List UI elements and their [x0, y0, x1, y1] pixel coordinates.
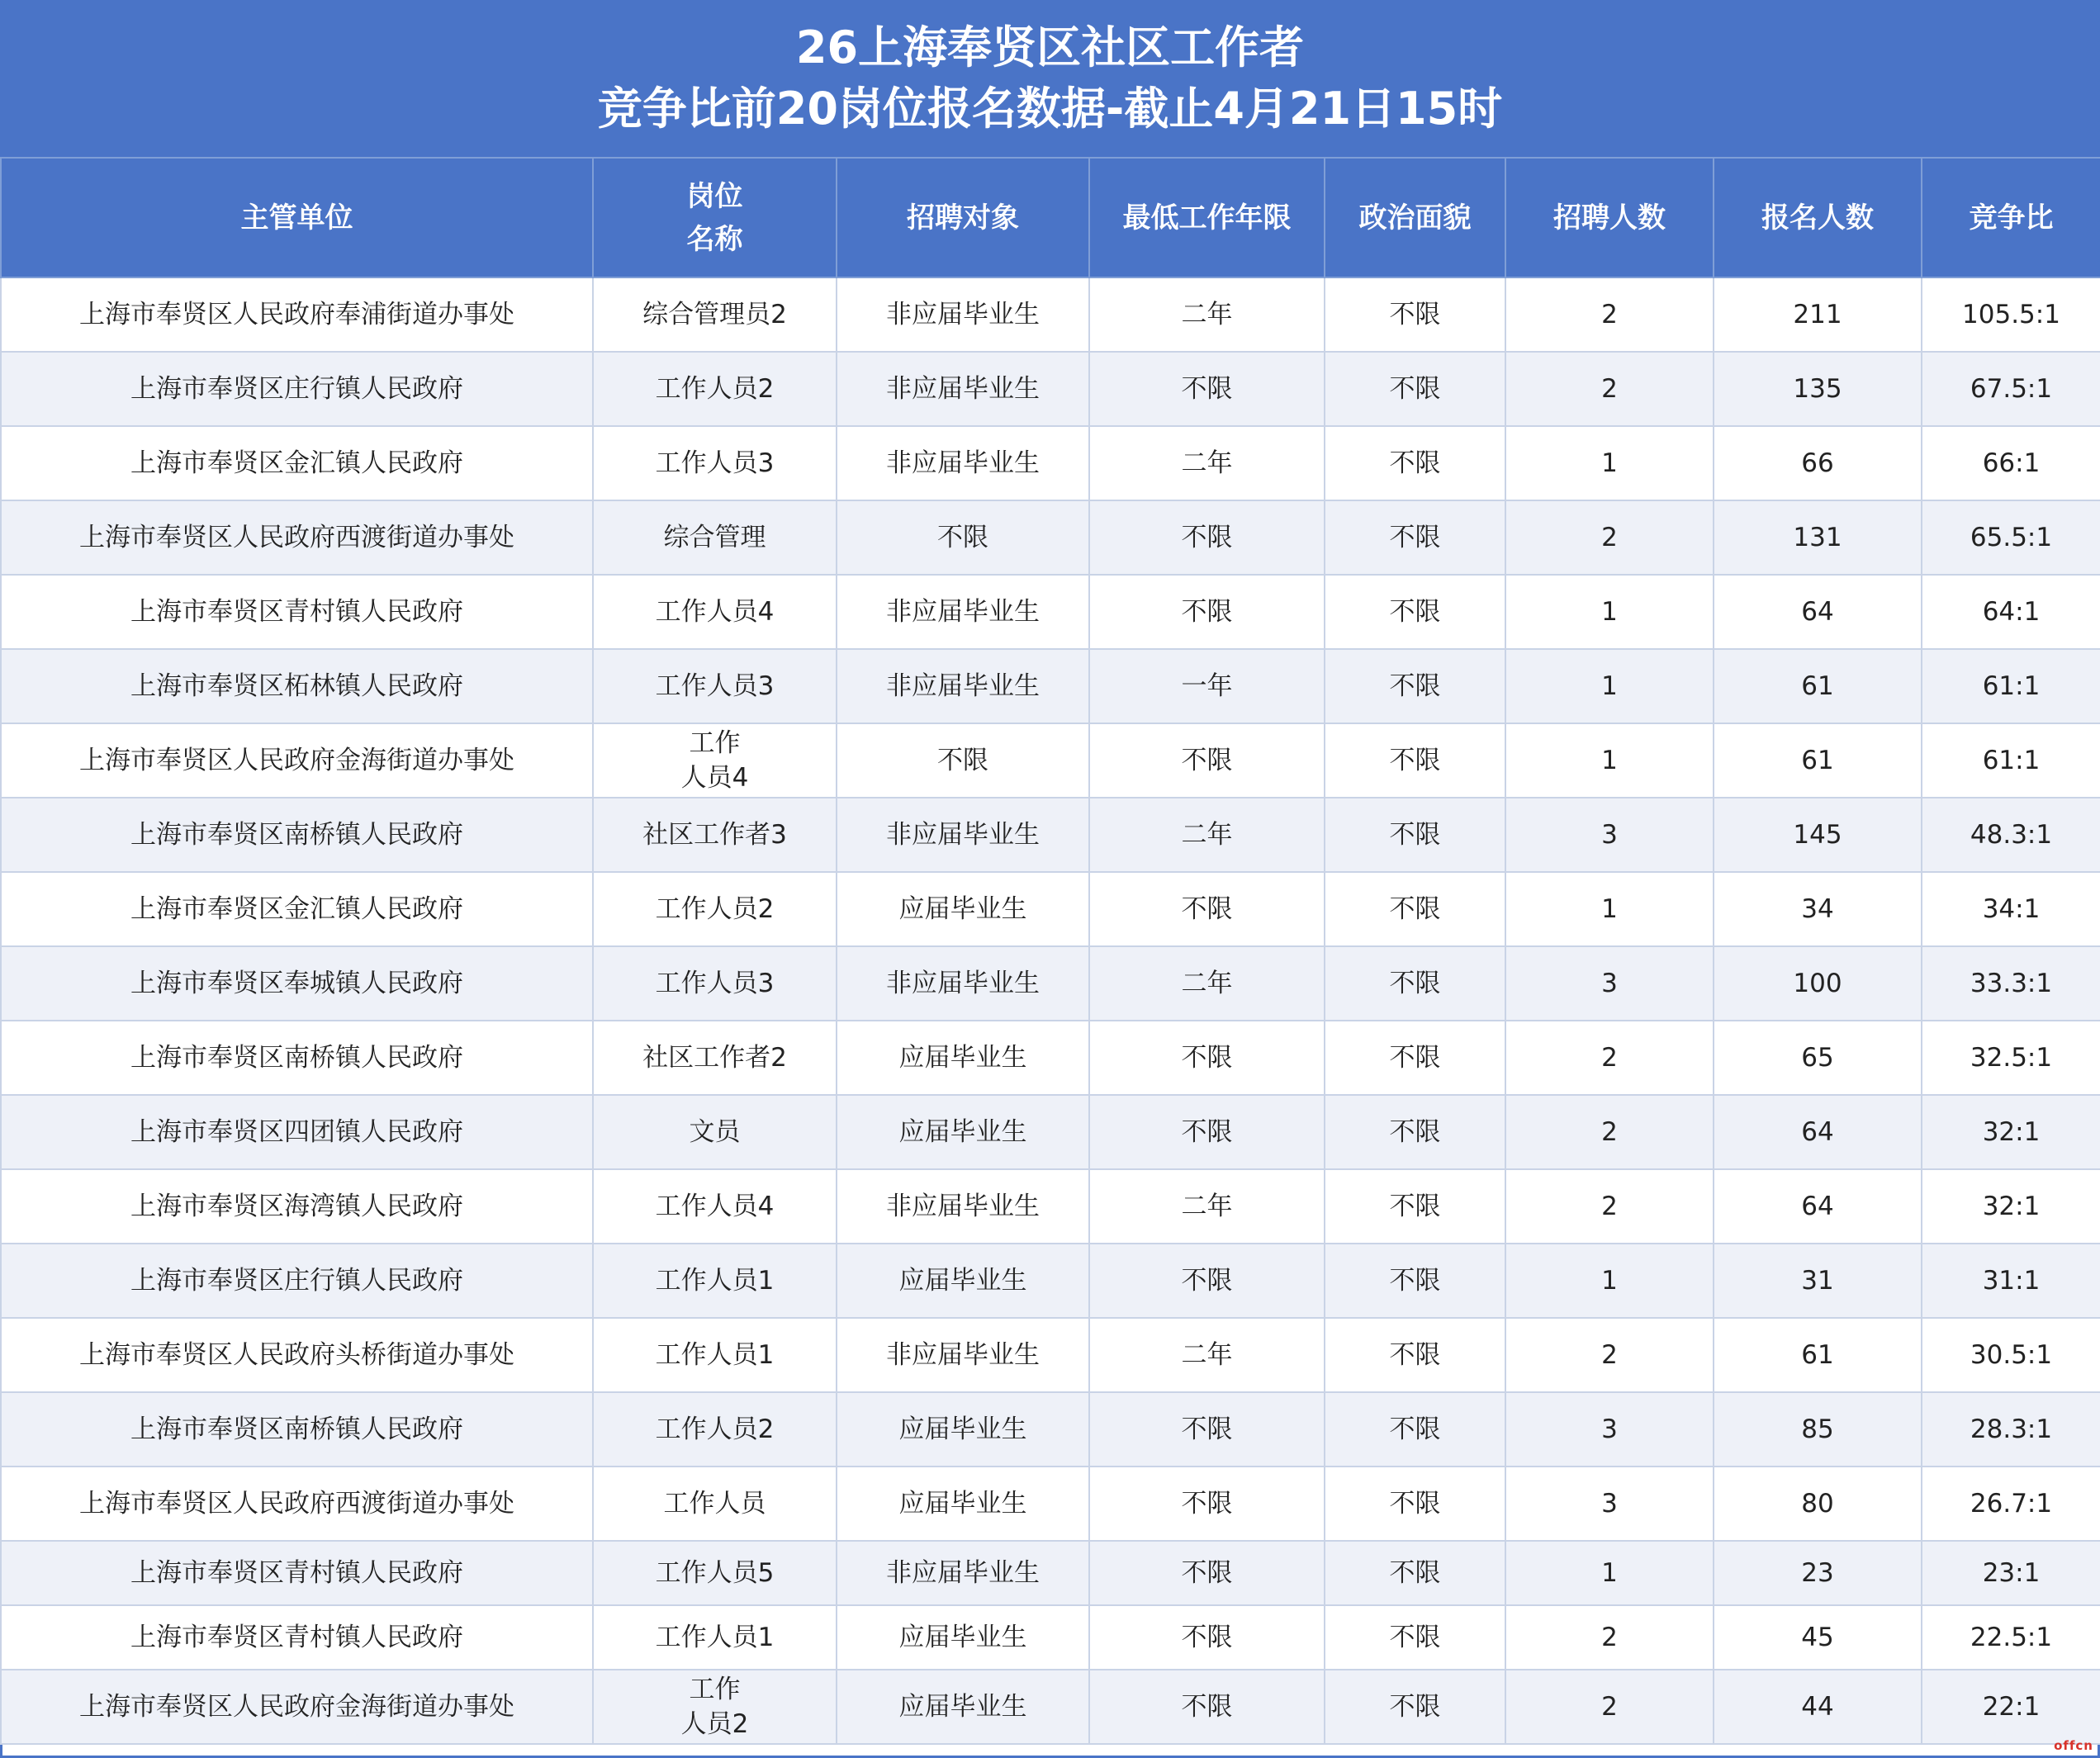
target-cell: 非应届毕业生 [837, 277, 1089, 352]
position-cell: 工作 人员4 [593, 723, 837, 798]
unit-cell: 上海市奉贤区青村镇人民政府 [1, 1541, 593, 1605]
min-years-cell: 不限 [1089, 1392, 1325, 1467]
ratio-cell: 66:1 [1922, 426, 2100, 500]
position-cell: 工作 人员2 [593, 1670, 837, 1744]
position-cell: 工作人员5 [593, 1541, 837, 1605]
hires-cell: 3 [1505, 946, 1714, 1021]
applicants-cell: 145 [1714, 798, 1922, 872]
title-line-1: 26上海奉贤区社区工作者 [795, 21, 1305, 73]
political-cell: 不限 [1325, 426, 1505, 500]
political-cell: 不限 [1325, 1670, 1505, 1744]
min-years-cell: 不限 [1089, 723, 1325, 798]
position-cell: 综合管理 [593, 500, 837, 575]
min-years-cell: 二年 [1089, 798, 1325, 872]
position-cell: 工作人员1 [593, 1318, 837, 1392]
applicants-cell: 100 [1714, 946, 1922, 1021]
min-years-cell: 二年 [1089, 1169, 1325, 1244]
table-row [1, 575, 2100, 649]
position-cell: 社区工作者2 [593, 1021, 837, 1095]
hires-cell: 1 [1505, 426, 1714, 500]
hires-cell: 2 [1505, 277, 1714, 352]
target-cell: 应届毕业生 [837, 1021, 1089, 1095]
political-cell: 不限 [1325, 1095, 1505, 1169]
title-line-2: 竞争比前20岗位报名数据-截止4月21日15时 [597, 83, 1503, 135]
min-years-cell: 不限 [1089, 1095, 1325, 1169]
ratio-cell: 61:1 [1922, 723, 2100, 798]
ratio-cell: 34:1 [1922, 872, 2100, 946]
ratio-cell: 28.3:1 [1922, 1392, 2100, 1467]
position-cell: 工作人员 [593, 1467, 837, 1541]
ratio-cell: 64:1 [1922, 575, 2100, 649]
position-cell: 工作人员3 [593, 426, 837, 500]
ratio-cell: 22:1 [1922, 1670, 2100, 1744]
unit-cell: 上海市奉贤区南桥镇人民政府 [1, 798, 593, 872]
unit-cell: 上海市奉贤区庄行镇人民政府 [1, 352, 593, 426]
hires-cell: 2 [1505, 1021, 1714, 1095]
table-row [1, 1670, 2100, 1744]
hires-cell: 2 [1505, 1670, 1714, 1744]
table-row [1, 426, 2100, 500]
ratio-cell: 32:1 [1922, 1169, 2100, 1244]
hires-cell: 1 [1505, 649, 1714, 723]
applicants-cell: 66 [1714, 426, 1922, 500]
political-cell: 不限 [1325, 1169, 1505, 1244]
position-cell: 工作人员4 [593, 1169, 837, 1244]
political-cell: 不限 [1325, 575, 1505, 649]
target-cell: 应届毕业生 [837, 1670, 1089, 1744]
applicants-cell: 23 [1714, 1541, 1922, 1605]
hires-cell: 3 [1505, 798, 1714, 872]
political-cell: 不限 [1325, 1392, 1505, 1467]
position-cell: 工作人员4 [593, 575, 837, 649]
unit-cell: 上海市奉贤区人民政府金海街道办事处 [1, 723, 593, 798]
column-header: 政治面貌 [1325, 158, 1505, 277]
table-row [1, 1605, 2100, 1670]
applicants-cell: 65 [1714, 1021, 1922, 1095]
target-cell: 非应届毕业生 [837, 946, 1089, 1021]
min-years-cell: 二年 [1089, 946, 1325, 1021]
position-cell: 社区工作者3 [593, 798, 837, 872]
table-row [1, 1392, 2100, 1467]
ratio-cell: 61:1 [1922, 649, 2100, 723]
unit-cell: 上海市奉贤区奉城镇人民政府 [1, 946, 593, 1021]
target-cell: 非应届毕业生 [837, 1541, 1089, 1605]
target-cell: 应届毕业生 [837, 1392, 1089, 1467]
unit-cell: 上海市奉贤区南桥镇人民政府 [1, 1021, 593, 1095]
min-years-cell: 二年 [1089, 277, 1325, 352]
unit-cell: 上海市奉贤区金汇镇人民政府 [1, 872, 593, 946]
table-row [1, 352, 2100, 426]
position-cell: 工作人员1 [593, 1244, 837, 1318]
unit-cell: 上海市奉贤区庄行镇人民政府 [1, 1244, 593, 1318]
min-years-cell: 二年 [1089, 1318, 1325, 1392]
target-cell: 非应届毕业生 [837, 1169, 1089, 1244]
unit-cell: 上海市奉贤区南桥镇人民政府 [1, 1392, 593, 1467]
column-header: 竞争比 [1922, 158, 2100, 277]
political-cell: 不限 [1325, 352, 1505, 426]
table-row [1, 649, 2100, 723]
applicants-cell: 44 [1714, 1670, 1922, 1744]
unit-cell: 上海市奉贤区人民政府头桥街道办事处 [1, 1318, 593, 1392]
applicants-cell: 135 [1714, 352, 1922, 426]
political-cell: 不限 [1325, 872, 1505, 946]
hires-cell: 2 [1505, 1318, 1714, 1392]
ratio-cell: 32:1 [1922, 1095, 2100, 1169]
applicants-cell: 64 [1714, 1095, 1922, 1169]
min-years-cell: 不限 [1089, 1541, 1325, 1605]
ratio-cell: 67.5:1 [1922, 352, 2100, 426]
unit-cell: 上海市奉贤区人民政府西渡街道办事处 [1, 1467, 593, 1541]
min-years-cell: 二年 [1089, 426, 1325, 500]
column-header: 招聘人数 [1505, 158, 1714, 277]
applicants-cell: 34 [1714, 872, 1922, 946]
min-years-cell: 不限 [1089, 500, 1325, 575]
unit-cell: 上海市奉贤区人民政府金海街道办事处 [1, 1670, 593, 1744]
min-years-cell: 不限 [1089, 352, 1325, 426]
applicants-cell: 64 [1714, 1169, 1922, 1244]
unit-cell: 上海市奉贤区柘林镇人民政府 [1, 649, 593, 723]
target-cell: 应届毕业生 [837, 872, 1089, 946]
hires-cell: 2 [1505, 1169, 1714, 1244]
applicants-cell: 45 [1714, 1605, 1922, 1670]
hires-cell: 1 [1505, 872, 1714, 946]
applicants-cell: 211 [1714, 277, 1922, 352]
table-row [1, 1541, 2100, 1605]
political-cell: 不限 [1325, 649, 1505, 723]
target-cell: 应届毕业生 [837, 1244, 1089, 1318]
position-cell: 工作人员3 [593, 649, 837, 723]
target-cell: 非应届毕业生 [837, 575, 1089, 649]
table-row [1, 1021, 2100, 1095]
hires-cell: 2 [1505, 1095, 1714, 1169]
column-header: 招聘对象 [837, 158, 1089, 277]
political-cell: 不限 [1325, 1541, 1505, 1605]
political-cell: 不限 [1325, 798, 1505, 872]
applicants-cell: 85 [1714, 1392, 1922, 1467]
hires-cell: 2 [1505, 500, 1714, 575]
column-header: 主管单位 [1, 158, 593, 277]
table-row [1, 500, 2100, 575]
table-row [1, 872, 2100, 946]
position-cell: 文员 [593, 1095, 837, 1169]
ratio-cell: 48.3:1 [1922, 798, 2100, 872]
table-row [1, 1169, 2100, 1244]
ratio-cell: 105.5:1 [1922, 277, 2100, 352]
watermark-logo: offcn [2054, 1738, 2093, 1753]
target-cell: 不限 [837, 723, 1089, 798]
hires-cell: 1 [1505, 575, 1714, 649]
unit-cell: 上海市奉贤区人民政府奉浦街道办事处 [1, 277, 593, 352]
target-cell: 不限 [837, 500, 1089, 575]
target-cell: 非应届毕业生 [837, 649, 1089, 723]
table-row [1, 798, 2100, 872]
political-cell: 不限 [1325, 277, 1505, 352]
unit-cell: 上海市奉贤区人民政府西渡街道办事处 [1, 500, 593, 575]
table-row [1, 277, 2100, 352]
title-banner [0, 0, 2100, 157]
unit-cell: 上海市奉贤区青村镇人民政府 [1, 1605, 593, 1670]
recruitment-table [0, 157, 2100, 1745]
applicants-cell: 61 [1714, 723, 1922, 798]
column-header: 最低工作年限 [1089, 158, 1325, 277]
min-years-cell: 不限 [1089, 872, 1325, 946]
position-cell: 综合管理员2 [593, 277, 837, 352]
unit-cell: 上海市奉贤区海湾镇人民政府 [1, 1169, 593, 1244]
target-cell: 应届毕业生 [837, 1605, 1089, 1670]
ratio-cell: 30.5:1 [1922, 1318, 2100, 1392]
header-row [1, 158, 2100, 277]
target-cell: 应届毕业生 [837, 1467, 1089, 1541]
target-cell: 应届毕业生 [837, 1095, 1089, 1169]
ratio-cell: 65.5:1 [1922, 500, 2100, 575]
position-cell: 工作人员3 [593, 946, 837, 1021]
unit-cell: 上海市奉贤区金汇镇人民政府 [1, 426, 593, 500]
table-row [1, 1467, 2100, 1541]
column-header: 岗位 名称 [593, 158, 837, 277]
political-cell: 不限 [1325, 1021, 1505, 1095]
target-cell: 非应届毕业生 [837, 352, 1089, 426]
political-cell: 不限 [1325, 946, 1505, 1021]
ratio-cell: 23:1 [1922, 1541, 2100, 1605]
ratio-cell: 32.5:1 [1922, 1021, 2100, 1095]
hires-cell: 2 [1505, 352, 1714, 426]
target-cell: 非应届毕业生 [837, 1318, 1089, 1392]
table-body [1, 277, 2100, 1744]
hires-cell: 1 [1505, 1541, 1714, 1605]
min-years-cell: 不限 [1089, 1605, 1325, 1670]
hires-cell: 3 [1505, 1467, 1714, 1541]
min-years-cell: 不限 [1089, 1021, 1325, 1095]
political-cell: 不限 [1325, 1244, 1505, 1318]
ratio-cell: 31:1 [1922, 1244, 2100, 1318]
target-cell: 非应届毕业生 [837, 798, 1089, 872]
unit-cell: 上海市奉贤区四团镇人民政府 [1, 1095, 593, 1169]
applicants-cell: 131 [1714, 500, 1922, 575]
political-cell: 不限 [1325, 723, 1505, 798]
political-cell: 不限 [1325, 500, 1505, 575]
applicants-cell: 64 [1714, 575, 1922, 649]
applicants-cell: 61 [1714, 649, 1922, 723]
ratio-cell: 26.7:1 [1922, 1467, 2100, 1541]
ratio-cell: 22.5:1 [1922, 1605, 2100, 1670]
political-cell: 不限 [1325, 1318, 1505, 1392]
table-row [1, 1095, 2100, 1169]
table-row [1, 1244, 2100, 1318]
min-years-cell: 不限 [1089, 1670, 1325, 1744]
position-cell: 工作人员2 [593, 352, 837, 426]
position-cell: 工作人员1 [593, 1605, 837, 1670]
position-cell: 工作人员2 [593, 872, 837, 946]
hires-cell: 3 [1505, 1392, 1714, 1467]
target-cell: 非应届毕业生 [837, 426, 1089, 500]
ratio-cell: 33.3:1 [1922, 946, 2100, 1021]
political-cell: 不限 [1325, 1605, 1505, 1670]
applicants-cell: 31 [1714, 1244, 1922, 1318]
table-row [1, 946, 2100, 1021]
table-row [1, 1318, 2100, 1392]
political-cell: 不限 [1325, 1467, 1505, 1541]
hires-cell: 1 [1505, 723, 1714, 798]
hires-cell: 1 [1505, 1244, 1714, 1318]
position-cell: 工作人员2 [593, 1392, 837, 1467]
unit-cell: 上海市奉贤区青村镇人民政府 [1, 575, 593, 649]
min-years-cell: 一年 [1089, 649, 1325, 723]
min-years-cell: 不限 [1089, 575, 1325, 649]
column-header: 报名人数 [1714, 158, 1922, 277]
table-row [1, 723, 2100, 798]
applicants-cell: 80 [1714, 1467, 1922, 1541]
hires-cell: 2 [1505, 1605, 1714, 1670]
min-years-cell: 不限 [1089, 1244, 1325, 1318]
applicants-cell: 61 [1714, 1318, 1922, 1392]
min-years-cell: 不限 [1089, 1467, 1325, 1541]
